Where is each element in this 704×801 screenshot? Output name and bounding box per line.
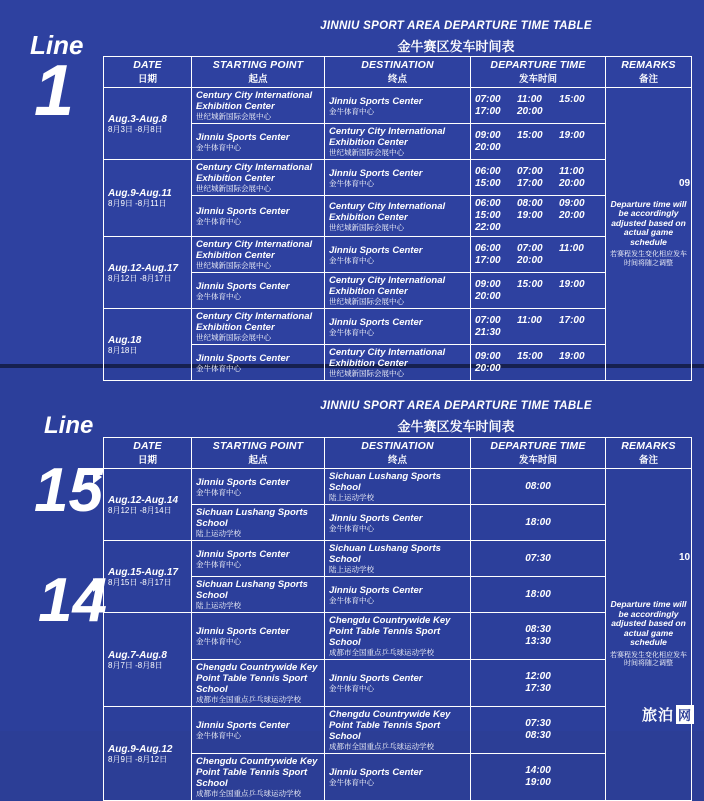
departure-time-cell — [471, 160, 606, 196]
destination-cell: Jinniu Sports Center 金牛体育中心 — [325, 309, 471, 345]
departure-time-cell — [471, 707, 606, 754]
departure-time-cell — [471, 237, 606, 273]
starting-point-cell: Century City International Exhibition Center 世纪城新国际会展中心 — [192, 88, 325, 124]
time-value: 07:00 — [516, 165, 543, 177]
header-destination: DESTINATION 终点 — [325, 438, 471, 469]
time-value: 14:00 — [525, 765, 551, 776]
departure-time-cell — [471, 754, 606, 801]
time-value: 20:00 — [475, 290, 501, 302]
table-header-row — [104, 438, 692, 469]
starting-point-cell: Jinniu Sports Center 金牛体育中心 — [192, 273, 325, 309]
line-label-word-1: Line — [30, 30, 84, 60]
starting-point-cell: Jinniu Sports Center 金牛体育中心 — [192, 541, 325, 577]
departure-time-cell — [471, 505, 606, 541]
header-date: DATE 日期 — [104, 57, 192, 88]
time-value: 19:00 — [558, 129, 585, 141]
starting-point-cell: Jinniu Sports Center 金牛体育中心 — [192, 469, 325, 505]
time-value: 07:00 — [475, 314, 501, 326]
time-value: 09:00 — [475, 278, 501, 290]
table-row — [104, 88, 692, 124]
date-cell: Aug.9-Aug.11 8月9日 -8月11日 — [104, 160, 192, 237]
time-value: 11:00 — [516, 314, 542, 326]
time-list — [475, 624, 601, 648]
starting-point-cell: Sichuan Lushang Sports School 陆上运动学校 — [192, 577, 325, 613]
departure-time-cell — [471, 196, 606, 237]
destination-cell: Jinniu Sports Center 金牛体育中心 — [325, 88, 471, 124]
table-1-title — [226, 20, 686, 55]
time-value: 17:00 — [475, 254, 501, 266]
time-value: 17:00 — [516, 177, 543, 189]
time-value: 15:00 — [516, 129, 543, 141]
time-value: 18:00 — [525, 516, 551, 528]
time-value: 20:00 — [475, 362, 501, 374]
table-row — [104, 237, 692, 273]
date-cell: Aug.7-Aug.8 8月7日 -8月8日 — [104, 613, 192, 707]
departure-time-cell — [471, 345, 606, 381]
destination-cell: Century City International Exhibition Center 世纪城新国际会展中心 — [325, 273, 471, 309]
time-value: 12:00 — [525, 671, 551, 682]
table-header-row — [104, 57, 692, 88]
table-row — [104, 577, 692, 613]
line-number-14: 14 — [38, 566, 107, 635]
time-value: 11:00 — [558, 242, 584, 254]
time-list — [475, 198, 601, 234]
time-value: 09:00 — [475, 350, 501, 362]
table-1-title-cn: 金牛赛区发车时间表 — [397, 39, 515, 54]
table-row — [104, 273, 692, 309]
destination-cell: Jinniu Sports Center 金牛体育中心 — [325, 660, 471, 707]
destination-cell: Century City International Exhibition Center 世纪城新国际会展中心 — [325, 196, 471, 237]
time-list — [475, 351, 601, 375]
departure-time-cell — [471, 124, 606, 160]
time-list — [475, 718, 601, 742]
header-starting-point: STARTING POINT 起点 — [192, 438, 325, 469]
header-remarks: REMARKS 备注 — [606, 438, 692, 469]
time-value: 15:00 — [516, 350, 543, 362]
line-15-arrow-icon — [93, 470, 102, 484]
destination-cell: Jinniu Sports Center 金牛体育中心 — [325, 160, 471, 196]
time-list — [475, 765, 601, 789]
time-value: 09:00 — [475, 129, 501, 141]
departure-time-cell — [471, 469, 606, 505]
header-destination: DESTINATION 终点 — [325, 57, 471, 88]
destination-cell: Sichuan Lushang Sports School 陆上运动学校 — [325, 541, 471, 577]
time-value: 07:00 — [516, 242, 543, 254]
time-value: 18:00 — [525, 588, 551, 600]
watermark-box: 网 — [676, 705, 694, 724]
time-value: 08:30 — [525, 624, 551, 635]
time-list — [475, 130, 601, 154]
time-list — [475, 553, 601, 565]
table-row — [104, 469, 692, 505]
time-value: 11:00 — [558, 165, 584, 177]
table-2-title — [226, 400, 686, 435]
table-row — [104, 505, 692, 541]
starting-point-cell: Chengdu Countrywide Key Point Table Tennis Sport School 成都市全国重点乒乓球运动学校 — [192, 754, 325, 801]
departure-table-line-15-14 — [103, 437, 692, 801]
time-value: 09:00 — [558, 198, 585, 209]
departure-table-line-1 — [103, 56, 692, 381]
starting-point-cell: Century City International Exhibition Center 世纪城新国际会展中心 — [192, 237, 325, 273]
table-row — [104, 160, 692, 196]
header-departure-time: DEPARTURE TIME 发车时间 — [471, 438, 606, 469]
departure-time-cell — [471, 541, 606, 577]
time-list — [475, 481, 601, 493]
date-cell: Aug.3-Aug.8 8月3日 -8月8日 — [104, 88, 192, 160]
date-cell: Aug.15-Aug.17 8月15日 -8月17日 — [104, 541, 192, 613]
page-number-2: 10 — [679, 552, 691, 563]
time-value: 19:00 — [525, 777, 551, 788]
time-value: 20:00 — [475, 141, 501, 153]
time-value: 15:00 — [475, 210, 501, 221]
destination-cell: Jinniu Sports Center 金牛体育中心 — [325, 754, 471, 801]
time-value: 11:00 — [516, 93, 542, 105]
destination-cell: Jinniu Sports Center 金牛体育中心 — [325, 237, 471, 273]
line-14-arrow-icon — [93, 578, 102, 592]
remarks-cell: Departure time will be accordingly adjusted based on actual game schedule 若赛程发生变化相应发车时间将随之调整 — [606, 88, 692, 381]
departure-time-cell — [471, 88, 606, 124]
time-list — [475, 589, 601, 601]
table-row — [104, 196, 692, 237]
starting-point-cell: Jinniu Sports Center 金牛体育中心 — [192, 707, 325, 754]
time-value: 15:00 — [558, 93, 585, 105]
table-2-title-cn: 金牛赛区发车时间表 — [397, 419, 515, 434]
time-value: 19:00 — [558, 278, 585, 290]
date-cell: Aug.18 8月18日 — [104, 309, 192, 381]
time-value: 19:00 — [516, 210, 543, 221]
time-list — [475, 243, 601, 267]
time-value: 15:00 — [516, 278, 543, 290]
time-value: 06:00 — [475, 242, 501, 254]
table-1-title-en: JINNIU SPORT AREA DEPARTURE TIME TABLE — [320, 20, 592, 32]
destination-cell: Chengdu Countrywide Key Point Table Tennis Sport School 成都市全国重点乒乓球运动学校 — [325, 613, 471, 660]
time-value: 06:00 — [475, 165, 501, 177]
table-row — [104, 754, 692, 801]
table-row — [104, 707, 692, 754]
time-list — [475, 315, 601, 339]
time-value: 13:30 — [525, 636, 551, 647]
watermark-text: 旅泊 — [641, 707, 674, 724]
time-value: 19:00 — [558, 350, 585, 362]
table-2-title-en: JINNIU SPORT AREA DEPARTURE TIME TABLE — [320, 400, 592, 412]
time-value: 08:00 — [525, 480, 551, 492]
header-remarks: REMARKS 备注 — [606, 57, 692, 88]
starting-point-cell: Jinniu Sports Center 金牛体育中心 — [192, 345, 325, 381]
table-row — [104, 309, 692, 345]
watermark — [642, 704, 694, 725]
time-value: 17:30 — [525, 683, 551, 694]
time-value: 07:30 — [525, 718, 551, 729]
time-list — [475, 166, 601, 190]
table-row — [104, 345, 692, 381]
time-value: 15:00 — [475, 177, 501, 189]
header-departure-time: DEPARTURE TIME 发车时间 — [471, 57, 606, 88]
date-cell: Aug.12-Aug.17 8月12日 -8月17日 — [104, 237, 192, 309]
destination-cell: Century City International Exhibition Center 世纪城新国际会展中心 — [325, 345, 471, 381]
table-row — [104, 660, 692, 707]
starting-point-cell: Chengdu Countrywide Key Point Table Tennis Sport School 成都市全国重点乒乓球运动学校 — [192, 660, 325, 707]
starting-point-cell: Jinniu Sports Center 金牛体育中心 — [192, 613, 325, 660]
time-list — [475, 671, 601, 695]
departure-time-cell — [471, 309, 606, 345]
time-list — [475, 94, 601, 118]
time-value: 07:00 — [475, 93, 501, 105]
destination-cell: Chengdu Countrywide Key Point Table Tennis Sport School 成都市全国重点乒乓球运动学校 — [325, 707, 471, 754]
time-value: 21:30 — [475, 326, 501, 338]
destination-cell: Century City International Exhibition Center 世纪城新国际会展中心 — [325, 124, 471, 160]
time-value: 17:00 — [475, 105, 501, 117]
time-value: 08:30 — [525, 730, 551, 741]
line-label-word-2: Line — [44, 412, 94, 439]
destination-cell: Sichuan Lushang Sports School 陆上运动学校 — [325, 469, 471, 505]
table-row — [104, 613, 692, 660]
starting-point-cell: Jinniu Sports Center 金牛体育中心 — [192, 124, 325, 160]
time-value: 08:00 — [516, 198, 543, 209]
line-number-1: 1 — [34, 51, 75, 131]
departure-time-cell — [471, 273, 606, 309]
page-number-1: 09 — [679, 178, 691, 189]
time-value: 20:00 — [516, 254, 543, 266]
destination-cell: Jinniu Sports Center 金牛体育中心 — [325, 505, 471, 541]
time-value: 07:30 — [525, 552, 551, 564]
time-list — [475, 279, 601, 303]
departure-time-cell — [471, 613, 606, 660]
destination-cell: Jinniu Sports Center 金牛体育中心 — [325, 577, 471, 613]
time-value: 17:00 — [558, 314, 585, 326]
table-row — [104, 124, 692, 160]
header-starting-point: STARTING POINT 起点 — [192, 57, 325, 88]
starting-point-cell: Sichuan Lushang Sports School 陆上运动学校 — [192, 505, 325, 541]
date-cell: Aug.12-Aug.14 8月12日 -8月14日 — [104, 469, 192, 541]
departure-time-cell — [471, 660, 606, 707]
time-value: 20:00 — [558, 210, 585, 221]
time-value: 22:00 — [475, 222, 501, 233]
table-row — [104, 541, 692, 577]
departure-time-cell — [471, 577, 606, 613]
time-value: 20:00 — [516, 105, 543, 117]
starting-point-cell: Century City International Exhibition Center 世纪城新国际会展中心 — [192, 160, 325, 196]
header-date: DATE 日期 — [104, 438, 192, 469]
starting-point-cell: Jinniu Sports Center 金牛体育中心 — [192, 196, 325, 237]
remarks-cell: Departure time will be accordingly adjusted based on actual game schedule 若赛程发生变化相应发车时间将随之调整 — [606, 469, 692, 801]
date-cell: Aug.9-Aug.12 8月9日 -8月12日 — [104, 707, 192, 801]
time-list — [475, 517, 601, 529]
time-value: 06:00 — [475, 198, 501, 209]
time-value: 20:00 — [558, 177, 585, 189]
starting-point-cell: Century City International Exhibition Center 世纪城新国际会展中心 — [192, 309, 325, 345]
line-number-15: 15 — [34, 456, 103, 525]
